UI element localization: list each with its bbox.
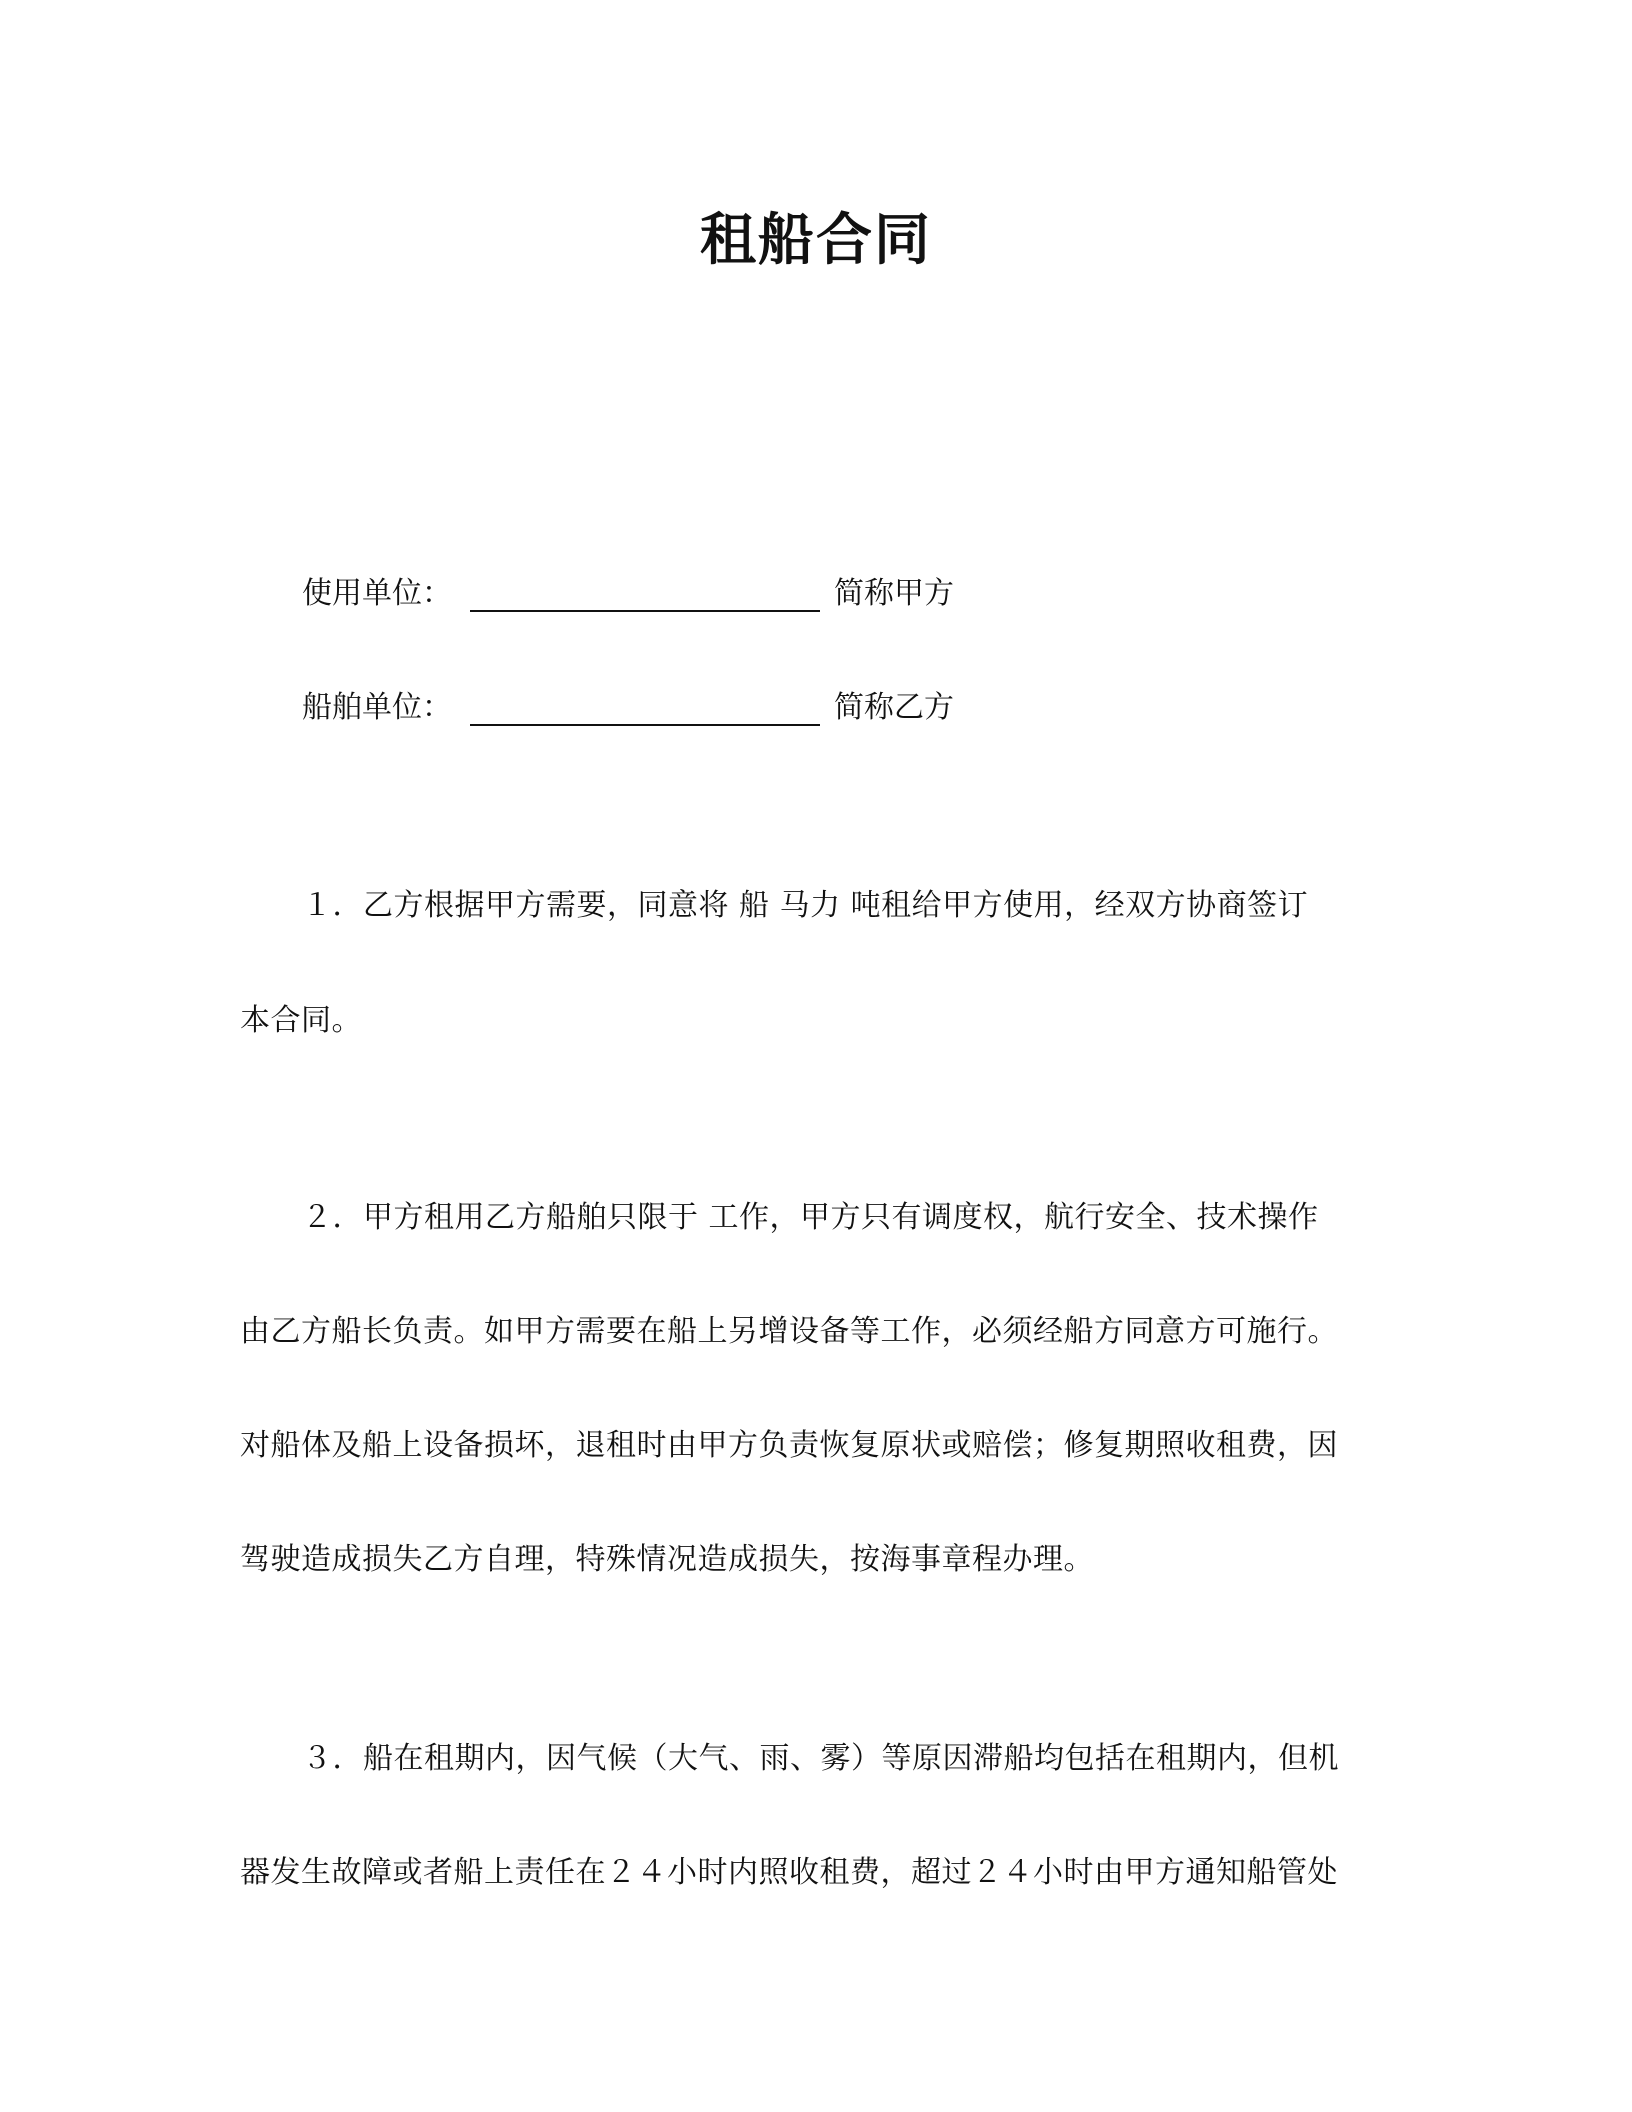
party-a-suffix: 简称甲方 bbox=[834, 576, 954, 611]
document-title: 租船合同 bbox=[700, 208, 932, 273]
party-a-blank-field[interactable] bbox=[470, 570, 820, 612]
clause-1-line-2: 本合同。 bbox=[240, 1003, 362, 1038]
clause-2-line-2: 由乙方船长负责。如甲方需要在船上另增设备等工作，必须经船方同意方可施行。 bbox=[240, 1314, 1338, 1349]
party-b-row bbox=[302, 682, 954, 726]
party-b-blank-field[interactable] bbox=[470, 684, 820, 726]
clause-2-line-4: 驾驶造成损失乙方自理，特殊情况造成损失，按海事章程办理。 bbox=[240, 1542, 1094, 1577]
clause-3-line-2: 器发生故障或者船上责任在２４小时内照收租费，超过２４小时由甲方通知船管处 bbox=[240, 1855, 1338, 1890]
clause-3-line-1: ３．船在租期内，因气候（大气、雨、雾）等原因滞船均包括在租期内，但机 bbox=[302, 1741, 1339, 1776]
clause-1-line-1: １．乙方根据甲方需要，同意将 船 马力 吨租给甲方使用，经双方协商签订 bbox=[302, 888, 1309, 923]
party-b-suffix: 简称乙方 bbox=[834, 690, 954, 725]
clause-2-line-1: ２．甲方租用乙方船舶只限于 工作，甲方只有调度权，航行安全、技术操作 bbox=[302, 1200, 1319, 1235]
party-b-label: 船舶单位： bbox=[302, 690, 452, 725]
clause-2-line-3: 对船体及船上设备损坏，退租时由甲方负责恢复原状或赔偿；修复期照收租费，因 bbox=[240, 1428, 1338, 1463]
party-a-label: 使用单位： bbox=[302, 576, 452, 611]
party-a-row bbox=[302, 568, 954, 612]
